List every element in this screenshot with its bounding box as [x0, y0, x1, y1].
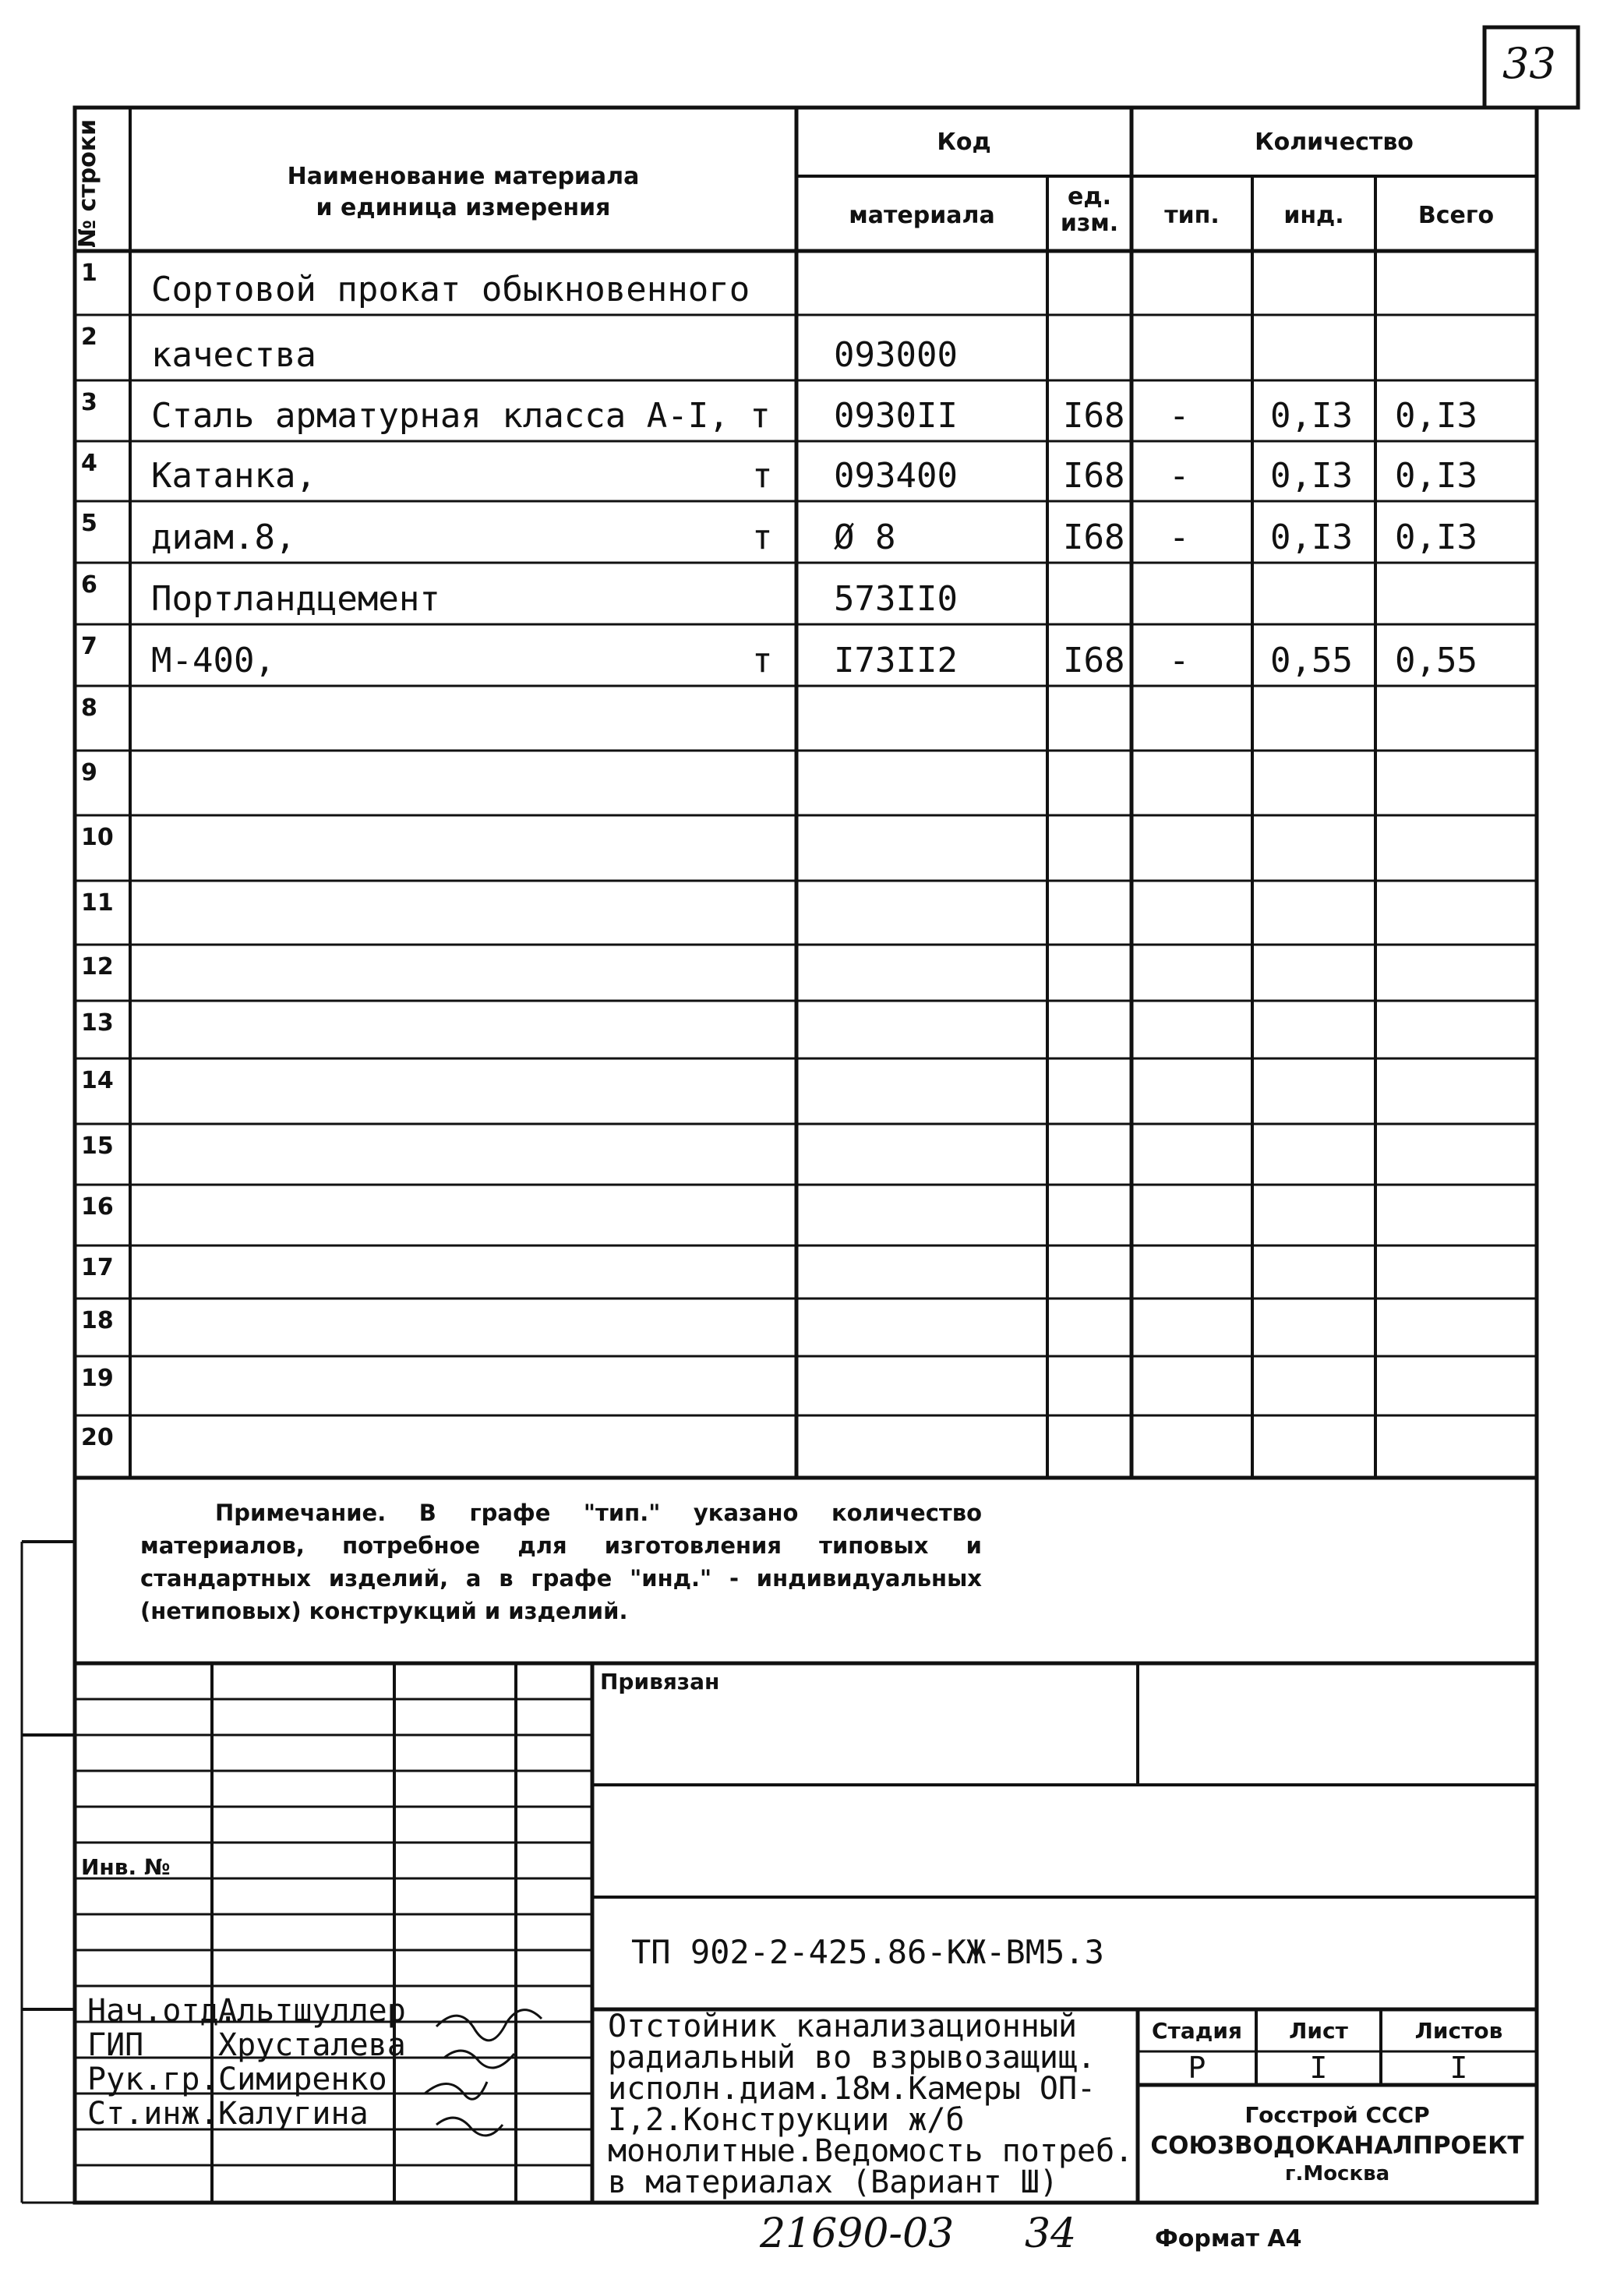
qty-typ-header: тип. [1164, 202, 1220, 229]
row-ind: 0,55 [1270, 641, 1353, 680]
document-title: Отстойник канализационный радиальный во взрывозащищ. исполн.диам.18м.Камеры ОП-I,2.Конструкции ж/б монолитные.Ведомость потреб. в материалах (Вариант Ш) [608, 2009, 1134, 2200]
stage-value: Р [1188, 2051, 1206, 2085]
row-unit: I68 [1063, 518, 1125, 557]
row-typ: - [1169, 641, 1190, 680]
code-unit-header: ед. изм. [1060, 183, 1119, 237]
staff-role-3: Рук.гр. [87, 2062, 219, 2097]
row-number: 1 [81, 260, 97, 287]
page-number: 34 [1025, 2210, 1077, 2257]
org-line1: Госстрой СССР [1244, 2102, 1430, 2128]
signature-scribbles [425, 2010, 542, 2136]
row-name: Портландцемент [151, 579, 440, 619]
row-number: 6 [81, 571, 97, 599]
row-ind: 0,I3 [1270, 518, 1353, 557]
row-number: 11 [81, 889, 114, 917]
row-code: I73II2 [834, 641, 958, 680]
name-header-line1: Наименование материала [287, 163, 640, 190]
row-number: 8 [81, 694, 97, 722]
row-name: диам.8, [151, 518, 296, 557]
row-typ: - [1169, 518, 1190, 557]
sheets-value: I [1449, 2051, 1468, 2085]
stage-label: Стадия [1152, 2018, 1242, 2044]
row-unit: I68 [1063, 641, 1125, 680]
org-line3: г.Москва [1284, 2162, 1390, 2185]
row-typ: - [1169, 456, 1190, 496]
sheet-number-handwritten: 33 [1502, 39, 1556, 88]
staff-name-2: Хрусталева [218, 2027, 406, 2063]
row-code: 0930II [834, 396, 958, 436]
qty-group-header: Количество [1255, 129, 1414, 156]
row-name-unit: т [752, 641, 773, 680]
row-name: Катанка, [151, 456, 316, 496]
staff-name-3: Симиренко [218, 2062, 387, 2097]
row-number: 5 [81, 510, 97, 537]
sheet-value: I [1309, 2051, 1328, 2085]
row-total: 0,55 [1395, 641, 1477, 680]
staff-role-1: Нач.отд. [87, 1993, 238, 2029]
row-number: 18 [81, 1307, 114, 1334]
row-number: 7 [81, 633, 97, 660]
row-number: 13 [81, 1009, 114, 1037]
qty-total-header: Всего [1417, 202, 1495, 229]
row-name: М-400, [151, 641, 275, 680]
row-number-header: № строки [74, 118, 101, 248]
row-unit: I68 [1063, 456, 1125, 496]
org-line2: СОЮЗВОДОКАНАЛПРОЕКТ [1150, 2132, 1524, 2160]
sheet-label: Лист [1289, 2018, 1348, 2044]
staff-name-4: Калугина [218, 2096, 369, 2132]
row-number: 10 [81, 824, 114, 851]
inventory-label: Инв. № [81, 1854, 171, 1880]
row-number: 14 [81, 1067, 114, 1094]
row-number: 12 [81, 953, 114, 981]
code-material-header: материала [849, 202, 995, 229]
row-total: 0,I3 [1395, 396, 1477, 436]
row-total: 0,I3 [1395, 456, 1477, 496]
row-unit: I68 [1063, 396, 1125, 436]
row-number: 9 [81, 759, 97, 786]
row-code: 573II0 [834, 579, 958, 619]
staff-role-4: Ст.инж. [87, 2096, 219, 2132]
row-number: 20 [81, 1424, 114, 1451]
attached-label: Привязан [600, 1669, 720, 1694]
row-number: 16 [81, 1193, 114, 1221]
row-ind: 0,I3 [1270, 396, 1353, 436]
archive-number: 21690-03 [760, 2210, 955, 2257]
row-typ: - [1169, 396, 1190, 436]
row-name: Сталь арматурная класса А-I, т [151, 396, 771, 436]
row-number: 2 [81, 323, 97, 351]
row-code: 093400 [834, 456, 958, 496]
row-name: Сортовой прокат обыкновенного [151, 270, 750, 309]
row-code: 093000 [834, 335, 958, 375]
row-number: 4 [81, 450, 97, 477]
qty-ind-header: инд. [1283, 202, 1344, 229]
row-code: Ø 8 [834, 518, 896, 557]
name-header-line2: и единица измерения [316, 194, 611, 221]
document-designation: ТП 902-2-425.86-КЖ-ВМ5.3 [631, 1933, 1104, 1971]
staff-name-1: Альтшуллер [218, 1993, 406, 2029]
row-name: качества [151, 335, 316, 375]
row-number: 19 [81, 1365, 114, 1392]
row-name-unit: т [752, 518, 773, 557]
format-label: Формат А4 [1155, 2225, 1302, 2253]
row-name-unit: т [752, 456, 773, 496]
row-number: 3 [81, 389, 97, 416]
row-number: 17 [81, 1254, 114, 1281]
row-number: 15 [81, 1132, 114, 1160]
staff-role-2: ГИП [87, 2027, 144, 2063]
sheets-label: Листов [1414, 2018, 1503, 2044]
row-total: 0,I3 [1395, 518, 1477, 557]
row-ind: 0,I3 [1270, 456, 1353, 496]
note-text: Примечание. В графе "тип." указано количество материалов, потребное для изготовления типовых и стандартных изделий, а в графе "инд." - индивидуальных (нетиповых) конструкций и изделий. [140, 1500, 982, 1624]
code-group-header: Код [937, 129, 991, 156]
